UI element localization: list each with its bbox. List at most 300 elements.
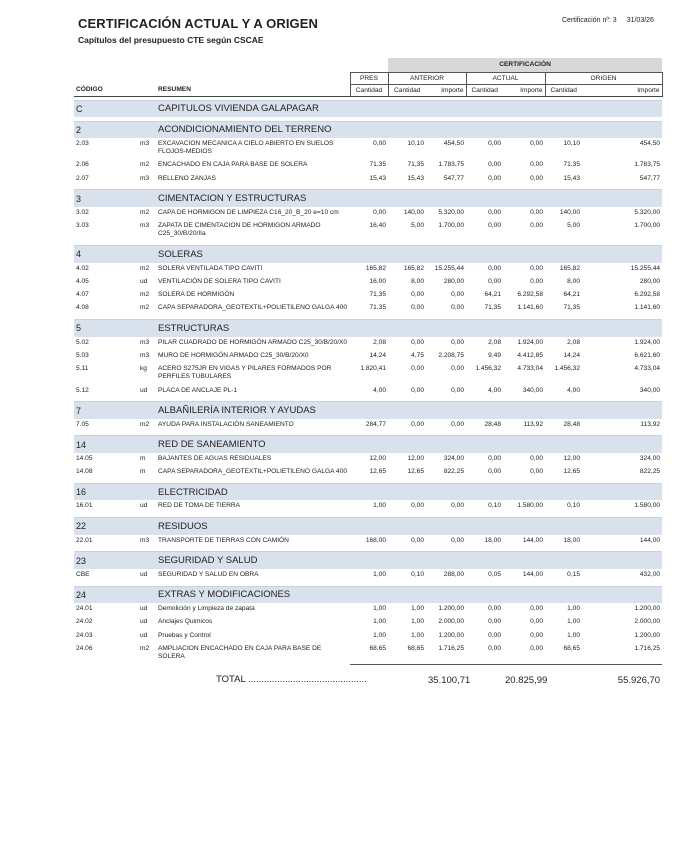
item-anterior-cantidad: 1,00: [411, 618, 424, 626]
total-origen: 55.926,70: [582, 664, 662, 686]
item-actual-cantidad: 0,00: [488, 605, 501, 613]
item-actual-importe: 0,00: [530, 454, 543, 462]
item-actual-importe: 0,00: [530, 468, 543, 476]
chapter-code: 3: [74, 190, 138, 207]
item-anterior-importe: 0,00: [451, 304, 464, 312]
item-unit: ud: [140, 605, 148, 613]
item-code: 14.08: [76, 468, 93, 476]
item-unit: m2: [140, 161, 150, 169]
item-row: [74, 500, 662, 513]
item-actual-importe: 0,00: [530, 208, 543, 216]
chapter-row: [74, 246, 662, 263]
item-unit: m2: [140, 304, 150, 312]
item-pres-cantidad: 14,24: [369, 351, 386, 359]
item-unit: m3: [140, 536, 150, 544]
item-code: 2.06: [76, 161, 89, 169]
item-anterior-cantidad: 0,00: [411, 304, 424, 312]
item-code: 3.02: [76, 208, 89, 216]
col-codigo: CÓDIGO: [74, 84, 138, 96]
item-origen-importe: 1.716,25: [634, 644, 661, 652]
item-origen-cantidad: 71,35: [563, 304, 580, 312]
item-actual-importe: 340,00: [522, 386, 543, 394]
col-resumen: RESUMEN: [156, 84, 350, 96]
item-actual-importe: 0,00: [530, 140, 543, 147]
item-code: 4.08: [76, 304, 89, 312]
item-anterior-cantidad: 0,00: [411, 365, 424, 373]
item-row: [74, 263, 662, 276]
total-actual: 20.825,99: [503, 664, 545, 686]
chapter-title: RESIDUOS: [156, 518, 662, 535]
item-description: ENCACHADO EN CAJA PARA BASE DE SOLERA: [158, 161, 308, 169]
item-actual-cantidad: 71,35: [484, 304, 501, 312]
item-description: CAPA DE HORMIGON DE LIMPIEZA C16_20_B_20 e=10 cm: [158, 208, 339, 216]
item-actual-cantidad: 1.456,32: [475, 365, 501, 373]
chapter-title: EXTRAS Y MODIFICACIONES: [156, 586, 662, 603]
item-row: [74, 466, 662, 479]
item-actual-cantidad: 0,00: [488, 174, 501, 182]
item-origen-importe: 6.292,58: [634, 291, 661, 299]
item-actual-cantidad: 0,00: [488, 222, 501, 230]
chapter-code: 22: [74, 518, 138, 535]
item-anterior-importe: 1.200,00: [438, 631, 464, 639]
item-anterior-importe: 1.700,00: [438, 222, 464, 230]
item-origen-importe: 1.700,00: [634, 222, 661, 230]
item-origen-importe: 144,00: [639, 536, 661, 544]
item-description: RED DE TOMA DE TIERRA: [158, 502, 241, 510]
item-pres-cantidad: 1,00: [373, 631, 386, 639]
item-actual-cantidad: 28,48: [484, 420, 501, 428]
item-actual-importe: 0,00: [530, 222, 543, 230]
item-anterior-importe: 0,00: [451, 502, 464, 510]
total-anterior: 35.100,71: [426, 664, 466, 686]
item-description: AYUDA PARA INSTALACIÓN SANEAMIENTO: [158, 420, 294, 428]
item-actual-importe: 113,92: [523, 420, 543, 428]
total-row: [74, 664, 662, 686]
item-unit: m3: [140, 222, 150, 230]
chapter-code: C: [74, 100, 138, 117]
item-description: CAPA SEPARADORA_GEOTEXTIL+POLIETILENO GALGA 400: [158, 304, 348, 312]
col-actual-cantidad: Cantidad: [466, 84, 503, 96]
item-code: 24.02: [76, 618, 93, 626]
item-origen-cantidad: 165,82: [559, 264, 580, 272]
item-row: [74, 453, 662, 466]
item-pres-cantidad: 0,00: [373, 208, 386, 216]
chapter-code: 24: [74, 586, 138, 603]
item-anterior-cantidad: 0,00: [411, 338, 424, 346]
item-row: [74, 302, 662, 315]
item-origen-importe: 1.200,00: [634, 605, 661, 613]
total-label: TOTAL .............................................: [216, 674, 367, 686]
item-code: 2.03: [76, 140, 89, 147]
item-actual-importe: 1.580,00: [517, 502, 543, 510]
chapter-row: [74, 518, 662, 535]
item-anterior-cantidad: 1,00: [411, 631, 424, 639]
item-description: Pruebas y Control: [158, 631, 211, 639]
item-anterior-importe: 0,00: [451, 420, 464, 428]
item-actual-importe: 4.412,85: [517, 351, 543, 359]
item-origen-cantidad: 68,65: [563, 644, 580, 652]
item-origen-cantidad: 28,48: [563, 420, 580, 428]
chapter-code: 5: [74, 320, 138, 337]
item-origen-cantidad: 4,00: [567, 386, 580, 394]
item-anterior-importe: 1.783,75: [438, 161, 464, 169]
item-description: PLACA DE ANCLAJE PL-1: [158, 386, 238, 394]
item-pres-cantidad: 12,65: [369, 468, 386, 476]
chapter-title: CIMENTACION Y ESTRUCTURAS: [156, 190, 662, 207]
item-actual-cantidad: 0,00: [488, 618, 501, 626]
item-origen-cantidad: 14,24: [563, 351, 580, 359]
item-anterior-importe: 2.208,75: [438, 351, 464, 359]
chapter-title: SOLERAS: [156, 246, 662, 263]
item-row: [74, 350, 662, 363]
chapter-title: SEGURIDAD Y SALUD: [156, 552, 662, 569]
item-unit: ud: [140, 277, 148, 285]
item-description: Demolición y Limpieza de zapata: [158, 605, 255, 613]
item-actual-importe: 0,00: [530, 644, 543, 652]
certification-info: [562, 17, 654, 24]
item-origen-cantidad: 1,00: [567, 605, 580, 613]
col-group-pres: PRES: [350, 72, 388, 84]
item-origen-cantidad: 8,00: [567, 277, 580, 285]
item-anterior-cantidad: 140,00: [403, 208, 424, 216]
item-actual-cantidad: 9,49: [488, 351, 501, 359]
item-code: 4.07: [76, 291, 89, 299]
item-unit: m2: [140, 208, 150, 216]
item-actual-importe: 0,00: [530, 605, 543, 613]
item-origen-cantidad: 140,00: [559, 208, 580, 216]
chapter-row: [74, 436, 662, 453]
item-origen-cantidad: 64,21: [563, 291, 580, 299]
item-pres-cantidad: 15,43: [369, 174, 386, 182]
item-anterior-importe: 2.000,00: [438, 618, 464, 626]
chapter-code: 7: [74, 402, 138, 419]
item-anterior-importe: 324,00: [443, 454, 464, 462]
item-origen-importe: 340,00: [639, 386, 661, 394]
item-anterior-cantidad: 0,00: [411, 420, 424, 428]
col-group-anterior: ANTERIOR: [388, 72, 466, 84]
col-group-origen: ORIGEN: [545, 72, 662, 84]
item-anterior-cantidad: 12,65: [407, 468, 424, 476]
item-anterior-importe: 0,00: [451, 338, 464, 346]
item-pres-cantidad: 1,00: [373, 618, 386, 626]
item-anterior-importe: 288,00: [443, 570, 464, 578]
item-origen-importe: 6.621,60: [634, 351, 661, 359]
item-row: [74, 363, 662, 384]
col-actual-importe: Importe: [503, 84, 545, 96]
item-actual-cantidad: 0,10: [488, 502, 501, 510]
chapter-row: [74, 483, 662, 500]
item-description: RELLENO ZANJAS: [158, 174, 216, 182]
item-row: [74, 276, 662, 289]
item-row: [74, 173, 662, 186]
item-code: 24.06: [76, 644, 93, 652]
item-actual-importe: 0,00: [530, 161, 543, 169]
item-description: VENTILACIÓN DE SOLERA TIPO CAVITI: [158, 277, 281, 285]
item-unit: m3: [140, 351, 150, 359]
item-row: [74, 138, 662, 159]
col-origen-cantidad: Cantidad: [545, 84, 582, 96]
chapter-row: [74, 190, 662, 207]
item-unit: ud: [140, 618, 148, 626]
item-description: SEGURIDAD Y SALUD EN OBRA: [158, 570, 259, 578]
certification-band: CERTIFICACIÓN: [388, 58, 662, 72]
item-pres-cantidad: 1.820,41: [360, 365, 386, 373]
chapter-code: 2: [74, 121, 138, 138]
item-anterior-importe: 822,25: [443, 468, 464, 476]
item-origen-cantidad: 5,00: [567, 222, 580, 230]
item-origen-cantidad: 0,10: [567, 502, 580, 510]
item-anterior-importe: 547,77: [443, 174, 464, 182]
item-code: CBE: [76, 570, 90, 578]
item-pres-cantidad: 165,82: [365, 264, 386, 272]
item-origen-cantidad: 12,00: [563, 454, 580, 462]
item-code: 5.11: [76, 365, 89, 373]
item-row: [74, 630, 662, 643]
chapter-row: [74, 402, 662, 419]
item-origen-importe: 547,77: [639, 174, 661, 182]
item-row: [74, 207, 662, 220]
item-code: 4.02: [76, 264, 89, 272]
item-description: TRANSPORTE DE TIERRAS CON CAMIÓN: [158, 536, 289, 544]
certification-number: Certificación nº: 3: [562, 17, 617, 24]
item-actual-importe: 0,00: [530, 631, 543, 639]
col-origen-importe: Importe: [582, 84, 662, 96]
item-origen-cantidad: 15,43: [563, 174, 580, 182]
item-anterior-importe: 280,00: [443, 277, 464, 285]
item-anterior-cantidad: 1,00: [411, 605, 424, 613]
item-actual-importe: 6.292,58: [517, 291, 543, 299]
item-actual-cantidad: 0,00: [488, 140, 501, 147]
item-pres-cantidad: 1,00: [373, 570, 386, 578]
item-origen-importe: 4.733,04: [634, 365, 661, 373]
item-unit: m2: [140, 420, 150, 428]
item-origen-importe: 1.200,00: [634, 631, 661, 639]
chapter-row: [74, 552, 662, 569]
item-code: 14.05: [76, 454, 93, 462]
item-pres-cantidad: 71,35: [369, 161, 386, 169]
item-origen-cantidad: 71,35: [563, 161, 580, 169]
item-code: 5.02: [76, 338, 89, 346]
item-description: PILAR CUADRADO DE HORMIGÓN ARMADO C25_30/B/20/X0: [158, 338, 348, 346]
item-anterior-cantidad: 0,10: [411, 570, 424, 578]
item-origen-cantidad: 1.456,32: [554, 365, 580, 373]
item-origen-importe: 1.783,75: [634, 161, 661, 169]
item-actual-cantidad: 0,00: [488, 208, 501, 216]
item-anterior-cantidad: 10,10: [407, 140, 424, 147]
item-pres-cantidad: 68,65: [369, 644, 386, 652]
col-group-actual: ACTUAL: [466, 72, 545, 84]
item-row: [74, 569, 662, 582]
item-actual-cantidad: 0,00: [488, 264, 501, 272]
item-actual-importe: 0,00: [530, 174, 543, 182]
item-unit: m3: [140, 174, 150, 182]
item-anterior-importe: 454,50: [443, 140, 464, 147]
chapter-title: ACONDICIONAMIENTO DEL TERRENO: [156, 121, 662, 138]
item-origen-cantidad: 2,08: [567, 338, 580, 346]
item-actual-importe: 144,00: [522, 570, 543, 578]
item-actual-cantidad: 0,00: [488, 468, 501, 476]
item-pres-cantidad: 284,77: [365, 420, 386, 428]
item-origen-importe: 454,50: [639, 140, 661, 147]
item-code: 16.01: [76, 502, 93, 510]
item-anterior-importe: 5.320,00: [438, 208, 464, 216]
item-actual-importe: 1.141,60: [517, 304, 543, 312]
item-code: 24.01: [76, 605, 93, 613]
item-unit: m: [140, 468, 146, 476]
item-origen-importe: 15.255,44: [630, 264, 661, 272]
item-code: 2.07: [76, 174, 89, 182]
item-actual-importe: 0,00: [530, 264, 543, 272]
chapter-title: ESTRUCTURAS: [156, 320, 662, 337]
item-row: [74, 337, 662, 350]
chapter-title: ALBAÑILERÍA INTERIOR Y AYUDAS: [156, 402, 662, 419]
item-pres-cantidad: 0,00: [373, 140, 386, 147]
item-unit: m2: [140, 291, 150, 299]
item-origen-importe: 432,00: [639, 570, 661, 578]
item-anterior-importe: 1.200,00: [438, 605, 464, 613]
certification-table: [74, 58, 663, 686]
item-actual-cantidad: 0,00: [488, 161, 501, 169]
item-anterior-cantidad: 0,00: [411, 386, 424, 394]
item-anterior-cantidad: 0,00: [411, 502, 424, 510]
item-row: [74, 220, 662, 241]
item-description: MURO DE HORMIGÓN ARMADO C25_30/B/20/X0: [158, 351, 309, 359]
item-unit: ud: [140, 502, 148, 510]
item-pres-cantidad: 1,00: [373, 502, 386, 510]
item-row: [74, 419, 662, 432]
item-anterior-cantidad: 5,00: [411, 222, 424, 230]
item-actual-importe: 0,00: [530, 618, 543, 626]
chapter-code: 16: [74, 483, 138, 500]
item-code: 4.05: [76, 277, 89, 285]
item-origen-importe: 1.580,00: [634, 502, 661, 510]
item-pres-cantidad: 1,00: [373, 605, 386, 613]
chapter-title: CAPITULOS VIVIENDA GALAPAGAR: [156, 100, 662, 117]
report-title: CERTIFICACIÓN ACTUAL Y A ORIGEN: [78, 16, 319, 31]
item-actual-importe: 1.924,00: [517, 338, 543, 346]
item-description: AMPLIACION ENCACHADO EN CAJA PARA BASE DE SOLERA: [158, 644, 322, 661]
item-unit: m3: [140, 140, 150, 147]
item-code: 5.12: [76, 386, 89, 394]
item-origen-cantidad: 0,15: [567, 570, 580, 578]
item-row: [74, 616, 662, 629]
item-description: Anclajes Quimicos: [158, 618, 213, 626]
item-anterior-cantidad: 15,43: [407, 174, 424, 182]
item-anterior-importe: 15.255,44: [434, 264, 464, 272]
item-description: ZAPATA DE CIMENTACION DE HORMIGON ARMADO C25_30/B/20/IIa: [158, 222, 321, 238]
item-description: CAPA SEPARADORA_GEOTEXTIL+POLIETILENO GALGA 400: [158, 468, 348, 476]
item-anterior-cantidad: 8,00: [411, 277, 424, 285]
item-unit: kg: [140, 365, 147, 373]
item-origen-importe: 1.141,60: [634, 304, 661, 312]
item-unit: m: [140, 454, 146, 462]
item-actual-importe: 144,00: [522, 536, 543, 544]
chapter-row: [74, 100, 662, 117]
col-anterior-cantidad: Cantidad: [388, 84, 426, 96]
item-origen-importe: 822,25: [639, 468, 661, 476]
item-origen-importe: 113,92: [640, 420, 661, 428]
item-origen-importe: 1.924,00: [634, 338, 661, 346]
chapter-row: [74, 320, 662, 337]
item-anterior-cantidad: 4,75: [411, 351, 424, 359]
item-anterior-cantidad: 0,00: [411, 291, 424, 299]
chapter-row: [74, 121, 662, 138]
item-pres-cantidad: 2,08: [373, 338, 386, 346]
item-actual-importe: 4.733,04: [517, 365, 543, 373]
item-actual-cantidad: 0,00: [488, 644, 501, 652]
item-row: [74, 159, 662, 172]
item-origen-cantidad: 10,10: [563, 140, 580, 147]
item-row: [74, 535, 662, 548]
item-code: 3.03: [76, 222, 89, 230]
item-row: [74, 603, 662, 616]
item-row: [74, 385, 662, 398]
item-unit: m2: [140, 644, 150, 652]
item-actual-cantidad: 0,00: [488, 631, 501, 639]
item-pres-cantidad: 71,35: [369, 304, 386, 312]
item-origen-importe: 5.320,00: [634, 208, 661, 216]
item-description: SOLERA DE HORMIGÓN: [158, 291, 235, 299]
chapter-code: 14: [74, 436, 138, 453]
item-code: 7.05: [76, 420, 89, 428]
item-origen-importe: 324,00: [639, 454, 661, 462]
item-unit: m2: [140, 264, 150, 272]
item-actual-importe: 0,00: [530, 277, 543, 285]
item-description: BAJANTES DE AGUAS RESIDUALES: [158, 454, 272, 462]
col-pres-cantidad: Cantidad: [350, 84, 388, 96]
chapter-code: 4: [74, 246, 138, 263]
item-actual-cantidad: 0,00: [488, 277, 501, 285]
item-anterior-importe: 0,00: [451, 291, 464, 299]
item-row: [74, 289, 662, 302]
col-anterior-importe: Importe: [426, 84, 466, 96]
item-anterior-cantidad: 12,00: [407, 454, 424, 462]
item-code: 22.01: [76, 536, 93, 544]
item-code: 24.03: [76, 631, 93, 639]
item-actual-cantidad: 4,00: [488, 386, 501, 394]
item-origen-cantidad: 12,65: [563, 468, 580, 476]
item-description: EXCAVACION MECANICA A CIELO ABIERTO EN SUELOS FLOJOS-MEDIOS: [158, 140, 334, 156]
item-anterior-importe: 1.716,25: [438, 644, 464, 652]
chapter-row: [74, 586, 662, 603]
chapter-title: ELECTRICIDAD: [156, 483, 662, 500]
item-code: 5.03: [76, 351, 89, 359]
item-unit: ud: [140, 631, 148, 639]
item-pres-cantidad: 16,00: [369, 277, 386, 285]
item-pres-cantidad: 12,00: [369, 454, 386, 462]
item-pres-cantidad: 16,40: [369, 222, 386, 230]
item-unit: m3: [140, 338, 150, 346]
item-actual-cantidad: 2,08: [488, 338, 501, 346]
item-pres-cantidad: 4,00: [373, 386, 386, 394]
item-actual-cantidad: 0,05: [488, 570, 501, 578]
item-unit: ud: [140, 570, 148, 578]
item-anterior-cantidad: 165,82: [403, 264, 424, 272]
item-actual-cantidad: 64,21: [484, 291, 501, 299]
chapter-code: 23: [74, 552, 138, 569]
chapter-title: RED DE SANEAMIENTO: [156, 436, 662, 453]
report-subtitle: Capítulos del presupuesto CTE según CSCAE: [78, 35, 264, 45]
item-anterior-cantidad: 0,00: [411, 536, 424, 544]
item-actual-cantidad: 0,00: [488, 454, 501, 462]
item-origen-cantidad: 1,00: [567, 631, 580, 639]
item-row: [74, 643, 662, 664]
item-anterior-importe: 0,00: [451, 386, 464, 394]
item-pres-cantidad: 168,00: [365, 536, 386, 544]
item-origen-importe: 2.000,00: [634, 618, 661, 626]
item-pres-cantidad: 71,35: [369, 291, 386, 299]
item-actual-cantidad: 18,00: [484, 536, 501, 544]
